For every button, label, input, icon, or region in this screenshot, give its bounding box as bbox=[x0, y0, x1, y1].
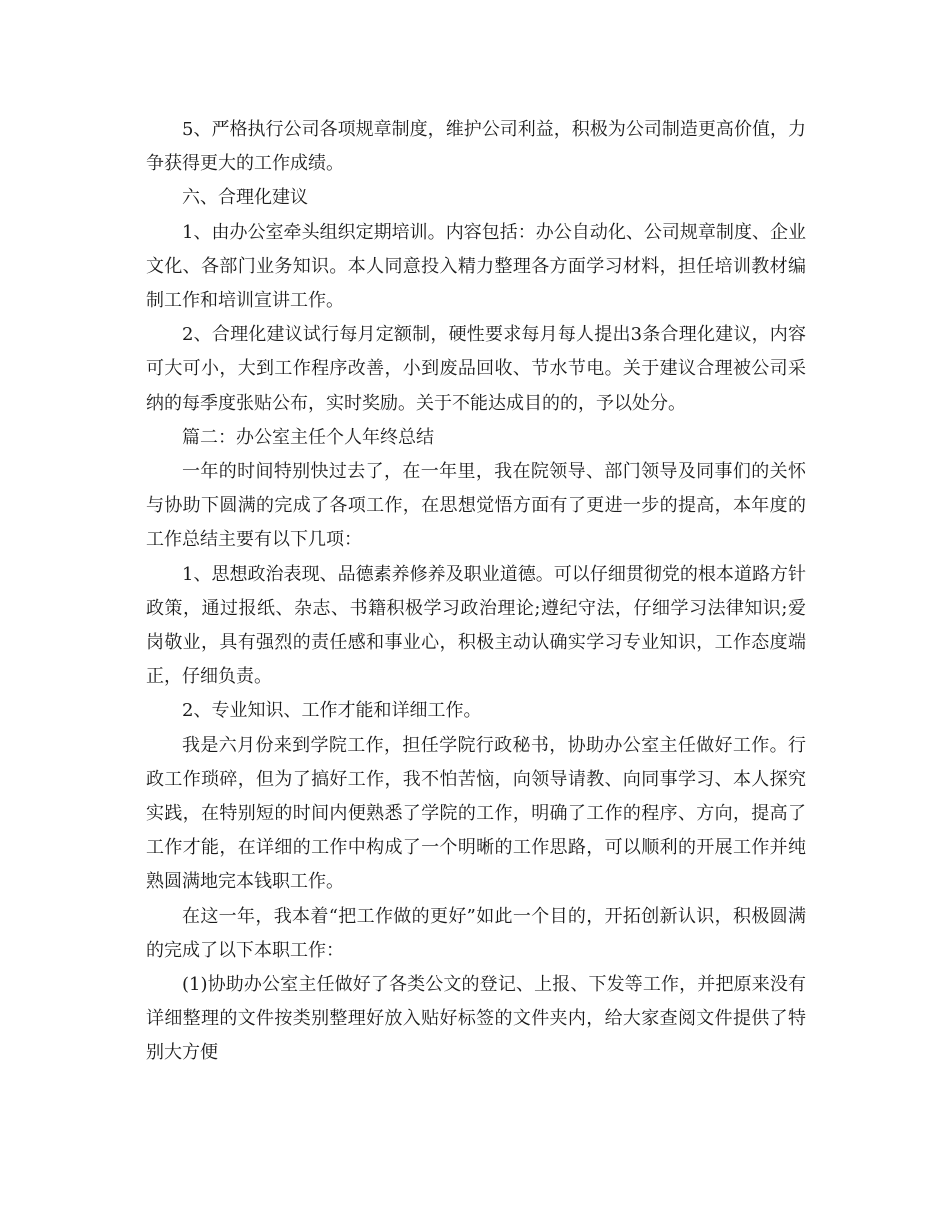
document-body bbox=[146, 113, 806, 1071]
paragraph: 2、合理化建议试行每月定额制，硬性要求每月每人提出3条合理化建议，内容可大可小，大到工作程序改善，小到废品回收、节水节电。关于建议合理被公司采纳的每季度张贴公布，实时奖励。关于不能达成目的的，予以处分。 bbox=[146, 324, 806, 414]
paragraph: 在这一年，我本着“把工作做的更好”如此一个目的，开拓创新认识，积极圆满的完成了以下本职工作： bbox=[146, 905, 806, 961]
paragraph: 1、由办公室牵头组织定期培训。内容包括：办公自动化、公司规章制度、企业文化、各部门业务知识。本人同意投入精力整理各方面学习材料，担任培训教材编制工作和培训宣讲工作。 bbox=[146, 221, 806, 312]
paragraph: 1、思想政治表现、品德素养修养及职业道德。可以仔细贯彻党的根本道路方针政策，通过报纸、杂志、书籍积极学习政治理论;遵纪守法，仔细学习法律知识;爱岗敬业，具有强烈的责任感和事业心，积极主动认确实学习专业知识，工作态度端正，仔细负责。 bbox=[146, 563, 806, 688]
section-heading: 篇二：办公室主任个人年终总结 bbox=[182, 426, 434, 448]
paragraph: (1)协助办公室主任做好了各类公文的登记、上报、下发等工作，并把原来没有详细整理的文件按类别整理好放入贴好标签的文件夹内，给大家查阅文件提供了特别大方便 bbox=[146, 974, 806, 1064]
paragraph: 5、严格执行公司各项规章制度，维护公司利益，积极为公司制造更高价值，力争获得更大的工作成绩。 bbox=[146, 119, 806, 175]
section-heading: 六、合理化建议 bbox=[182, 187, 308, 209]
paragraph: 2、专业知识、工作才能和详细工作。 bbox=[182, 700, 482, 722]
paragraph: 一年的时间特别快过去了，在一年里，我在院领导、部门领导及同事们的关怀与协助下圆满的完成了各项工作，在思想觉悟方面有了更进一步的提高，本年度的工作总结主要有以下几项： bbox=[146, 461, 806, 551]
paragraph: 我是六月份来到学院工作，担任学院行政秘书，协助办公室主任做好工作。行政工作琐碎，但为了搞好工作，我不怕苦恼，向领导请教、向同事学习、本人探究实践，在特别短的时间内便熟悉了学院的工作，明确了工作的程序、方向，提高了工作才能，在详细的工作中构成了一个明晰的工作思路，可以顺利的开展工作并纯熟圆满地完本钱职工作。 bbox=[146, 734, 806, 893]
